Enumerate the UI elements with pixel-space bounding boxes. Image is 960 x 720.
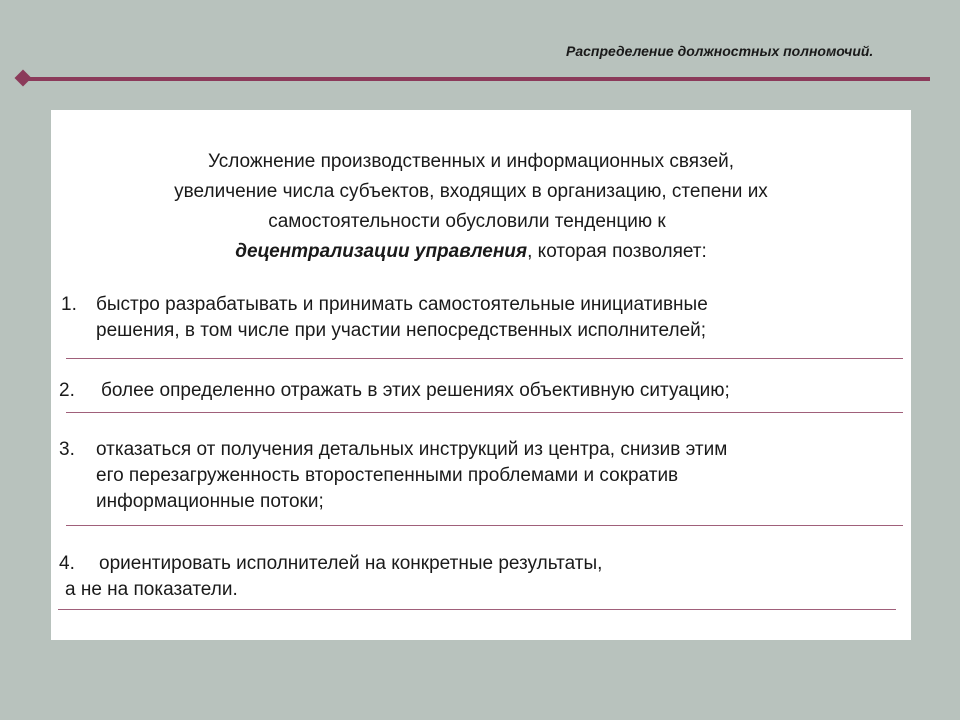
list-item-number: 2. xyxy=(59,380,75,401)
list-item-number: 3. xyxy=(59,439,75,460)
list-item-text: отказаться от получения детальных инструкций из центра, снизив этим xyxy=(96,439,728,460)
list-item-text: а не на показатели. xyxy=(65,579,238,600)
item-divider xyxy=(66,412,903,413)
list-item-text: ориентировать исполнителей на конкретные результаты, xyxy=(99,553,603,574)
intro-line: самостоятельности обусловили тенденцию к xyxy=(268,211,666,232)
list-item-text: быстро разрабатывать и принимать самостоятельные инициативные xyxy=(96,294,708,315)
list-item-text: информационные потоки; xyxy=(96,491,324,512)
intro-line-rest: , которая позволяет: xyxy=(527,241,707,262)
list-item xyxy=(61,292,708,344)
list-item-number: 4. xyxy=(59,553,75,574)
list-item xyxy=(59,551,602,603)
list-item-text: более определенно отражать в этих решениях объективную ситуацию; xyxy=(101,380,730,401)
intro-line: увеличение числа субъектов, входящих в организацию, степени их xyxy=(174,181,768,202)
list-item-number: 1. xyxy=(61,294,77,315)
slide-title: Распределение должностных полномочий. xyxy=(566,43,874,59)
intro-paragraph xyxy=(51,147,891,267)
content-card xyxy=(51,110,911,640)
item-divider xyxy=(58,609,896,610)
list-item-text: решения, в том числе при участии непосредственных исполнителей; xyxy=(96,320,707,341)
intro-line: Усложнение производственных и информационных связей, xyxy=(207,151,735,172)
list-item-text: его перезагруженность второстепенными проблемами и сократив xyxy=(96,465,679,486)
list-item xyxy=(59,437,727,515)
list-item xyxy=(59,378,730,404)
item-divider xyxy=(66,358,903,359)
item-divider xyxy=(66,525,903,526)
intro-emphasis: децентрализации управления xyxy=(235,241,528,262)
intro-line xyxy=(51,237,891,267)
title-rule xyxy=(24,77,930,81)
